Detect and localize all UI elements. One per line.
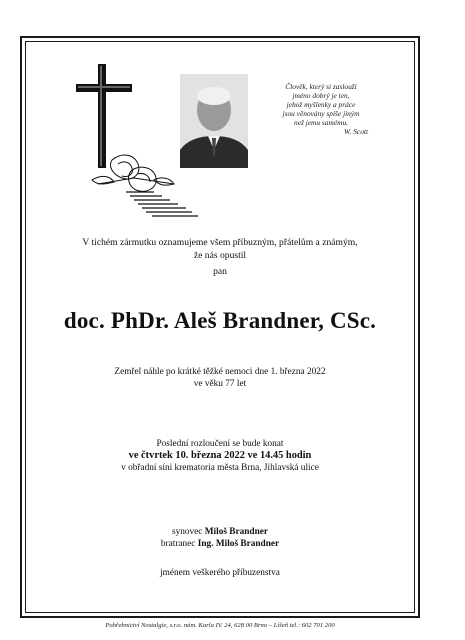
farewell-intro: Poslední rozloučení se bude konat [156,439,284,449]
salutation: pan [213,266,227,277]
farewell-details [25,438,415,474]
death-notice [25,366,415,390]
quote-line: jehož myšlenky a práce [286,100,356,109]
family-list [25,526,415,550]
farewell-place: v obřadní síni krematoria města Brna, Jihlavská ulice [121,463,319,473]
announcement-intro [25,236,415,262]
quote-line: Člověk, který si zaslouží [285,82,357,91]
relation-label: synovec [171,527,205,537]
portrait-photo [180,74,248,168]
relative-name: Miloš Brandner [204,527,269,537]
death-line-1: Zemřel náhle po krátké těžké nemoci dne 1. března 2022 [114,367,326,377]
relation-label: bratranec [160,539,198,549]
memorial-quote [262,82,380,136]
deceased-name: doc. PhDr. Aleš Brandner, CSc. [63,308,377,333]
quote-author: W. Scott [344,127,368,136]
death-line-2: ve věku 77 let [193,379,247,389]
intro-line-2: že nás opustil [193,250,247,261]
intro-line-1: V tichém zármutku oznamujeme všem příbuzným, přátelům a známým, [82,237,358,248]
on-behalf-of: jménem veškerého příbuzenstva [160,568,280,578]
quote-line: než jemu samému. [294,118,348,127]
farewell-datetime: ve čtvrtek 10. března 2022 ve 14.45 hodin [128,450,312,461]
family-member-cousin [25,538,415,550]
portrait-silhouette-icon [180,74,248,168]
funeral-home-footer: Pohřebnictví Nostalgie, s.r.o. nám. Karla IV. 24, 628 00 Brno – Líšeň tel.: 602 701 200 [105,622,335,629]
quote-line: jsou věnovány spíše jiným [282,109,360,118]
family-member-nephew [25,526,415,538]
relative-name: Ing. Miloš Brandner [197,539,280,549]
quote-line: jméno dobrý je ten, [292,91,350,100]
